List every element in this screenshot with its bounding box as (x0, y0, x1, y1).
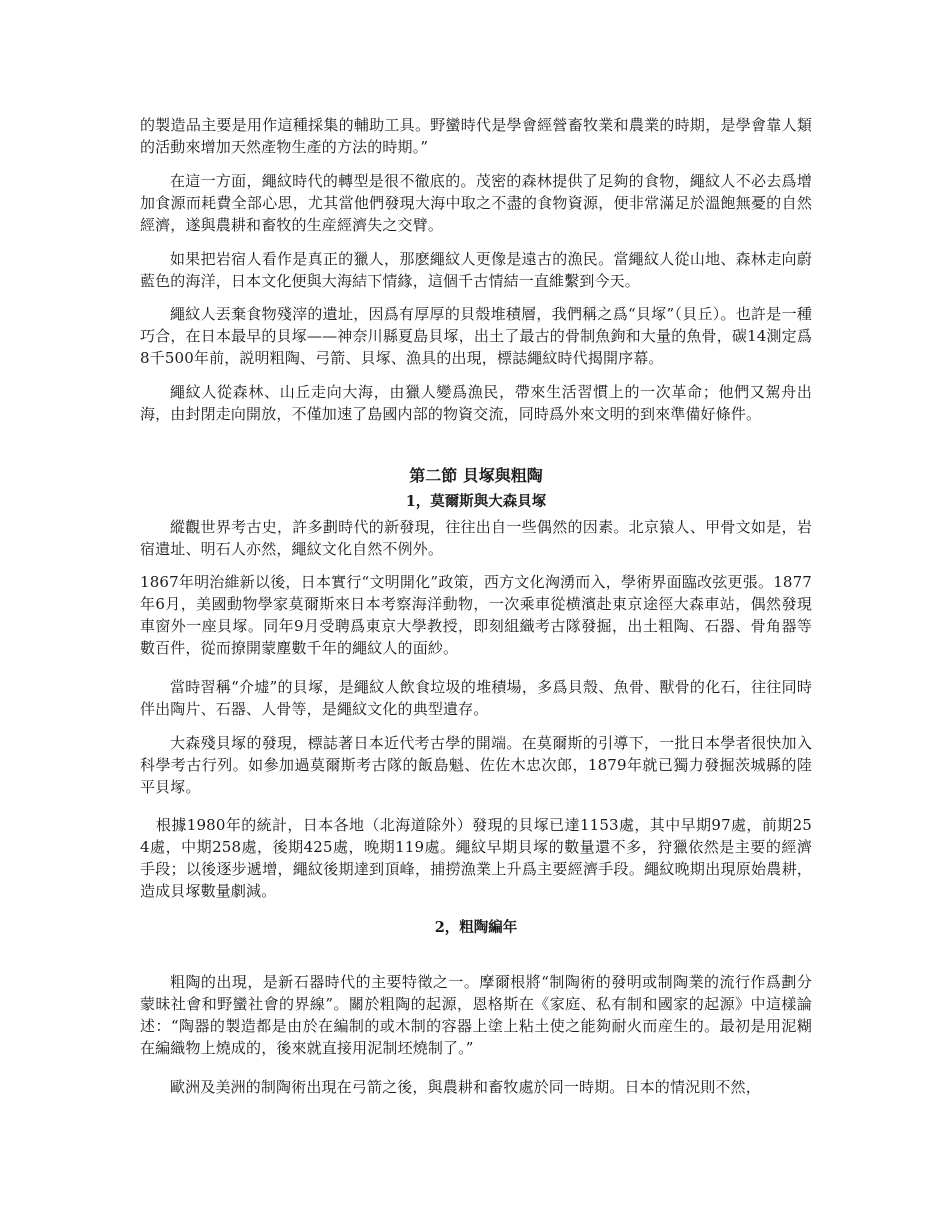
section-heading: 第二節 貝塚與粗陶 (409, 466, 543, 485)
paragraph: 繩紋人丟棄食物殘滓的遺址，因爲有厚厚的貝殼堆積層，我們稱之爲“貝塚”（貝丘）。也許是一種巧合，在日本最早的貝塚——神奈川縣夏島貝塚，出土了最古的骨制魚鉤和大量的魚骨，碳14測定爲8千500年前，説明粗陶、弓箭、貝塚、漁具的出現，標誌繩紋時代揭開序幕。 (140, 305, 812, 367)
paragraph: 如果把岩宿人看作是真正的獵人，那麽繩紋人更像是遠古的漁民。當繩紋人從山地、森林走向蔚藍色的海洋，日本文化便與大海結下情緣，這個千古情結一直維繫到今天。 (140, 250, 812, 290)
paragraph: 的製造品主要是用作這種採集的輔助工具。野蠻時代是學會經營畜牧業和農業的時期，是學會靠人類的活動來增加天然產物生產的方法的時期。” (140, 116, 812, 156)
paragraph: 歐洲及美洲的制陶術出現在弓箭之後，與農耕和畜牧處於同一時期。日本的情況則不然， (170, 1078, 761, 1096)
paragraph: 大森殘貝塚的發現，標誌著日本近代考古學的開端。在莫爾斯的引導下，一批日本學者很快加入科學考古行列。如參加過莫爾斯考古隊的飯島魁、佐佐木忠次郎，1879年就已獨力發掘茨城縣的陸平貝塚。 (140, 734, 812, 796)
paragraph: 根據1980年的統計，日本各地（北海道除外）發現的貝塚已達1153處，其中早期97處，前期254處，中期258處，後期425處，晚期119處。繩紋早期貝塚的數量還不多，狩獵依然是主要的經濟手段；以後逐步遞增，繩紋後期達到頂峰，捕撈漁業上升爲主要經濟手段。繩紋晚期出現原始農耕，造成貝塚數量劇減。 (140, 816, 812, 900)
paragraph: 粗陶的出現，是新石器時代的主要特徵之一。摩爾根將“制陶術的發明或制陶業的流行作爲劃分蒙昧社會和野蠻社會的界線”。關於粗陶的起源，恩格斯在《家庭、私有制和國家的起源》中這樣論述：“陶器的製造都是由於在編制的或木制的容器上塗上粘土使之能夠耐火而産生的。最初是用泥糊在編織物上燒成的，後來就直接用泥制坯燒制了。” (140, 973, 812, 1057)
subsection-heading: 1，莫爾斯與大森貝塚 (405, 493, 547, 510)
paragraph: 當時習稱“介墟”的貝塚，是繩紋人飲食垃圾的堆積場，多爲貝殼、魚骨、獸骨的化石，往往同時伴出陶片、石器、人骨等，是繩紋文化的典型遺存。 (140, 678, 812, 718)
subsection-heading: 2，粗陶編年 (434, 919, 518, 936)
paragraph: 繩紋人從森林、山丘走向大海，由獵人變爲漁民，帶來生活習慣上的一次革命；他們又駕舟出海，由封閉走向開放，不僅加速了島國内部的物資交流，同時爲外來文明的到來準備好條件。 (140, 383, 812, 423)
paragraph: 1867年明治維新以後，日本實行“文明開化”政策，西方文化洶湧而入，學術界面臨改弦更張。1877年6月，美國動物學家莫爾斯來日本考察海洋動物，一次乘車從横濱赴東京途徑大森車站，偶然發現車窗外一座貝塚。同年9月受聘爲東京大學教授，即刻組織考古隊發掘，出土粗陶、石器、骨角器等數百件，從而撩開蒙塵數千年的繩紋人的面紗。 (140, 573, 812, 657)
paragraph: 在這一方面，繩紋時代的轉型是很不徹底的。茂密的森林提供了足夠的食物，繩紋人不必去爲增加食源而耗費全部心思，尤其當他們發現大海中取之不盡的食物資源，便非常滿足於溫飽無憂的自然經濟，遂與農耕和畜牧的生産經濟失之交臂。 (140, 172, 812, 234)
paragraph: 縱觀世界考古史，許多劃時代的新發現，往往出自一些偶然的因素。北京猿人、甲骨文如是，岩宿遺址、明石人亦然，繩紋文化自然不例外。 (140, 518, 812, 558)
